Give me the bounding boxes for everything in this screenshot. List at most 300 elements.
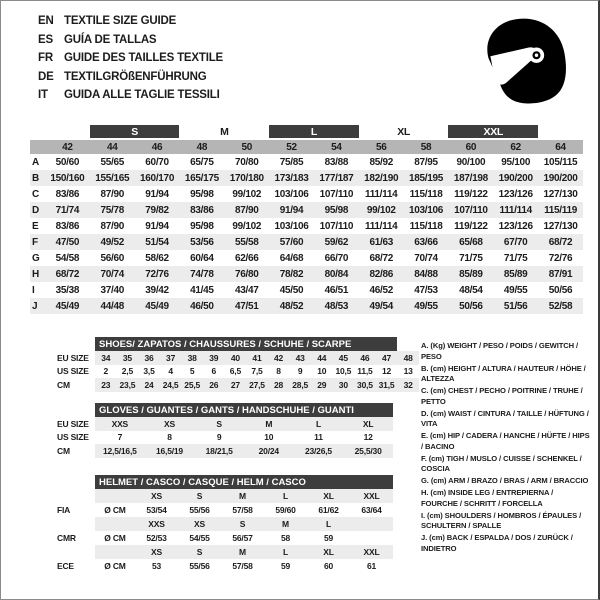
table-cell: 65/75 — [190, 156, 214, 168]
table-cell: 68/72 — [538, 234, 583, 250]
table-cell: 72/76 — [548, 252, 573, 264]
table-cell: XXS — [95, 417, 145, 431]
table-cell: 160/170 — [135, 170, 180, 186]
shoes-table-title: SHOES/ ZAPATOS / CHAUSSURES / SCHUHE / SCARPE — [95, 337, 397, 351]
table-cell: XXL — [350, 489, 393, 503]
table-cell: 185/195 — [404, 170, 449, 186]
table-cell: 65/68 — [448, 234, 493, 250]
table-cell: M — [221, 545, 264, 559]
language-row — [38, 68, 223, 87]
table-cell: 45 — [333, 351, 355, 365]
table-cell: 107/110 — [319, 188, 354, 200]
table-cell: M — [264, 517, 307, 531]
table-cell: 41/45 — [190, 284, 214, 296]
table-cell: 58 — [404, 139, 449, 154]
table-cell: 47/53 — [414, 284, 438, 296]
table-cell: 83/88 — [324, 156, 349, 168]
table-cell: 103/106 — [404, 202, 449, 218]
table-cell: 103/106 — [274, 220, 309, 232]
table-cell: 6 — [211, 366, 217, 377]
table-cell: 44 — [90, 139, 135, 154]
row-label: ECE — [57, 559, 95, 573]
table-cell: 25,5 — [181, 378, 203, 392]
table-cell: 32 — [397, 378, 419, 392]
table-cell: 123/126 — [498, 188, 533, 200]
table-cell: L — [294, 417, 344, 431]
table-cell: 51/56 — [493, 298, 538, 314]
table-row — [57, 531, 393, 545]
table-cell: 45/49 — [45, 298, 90, 314]
table-cell: 50/60 — [55, 156, 80, 168]
table-cell: 9 — [216, 432, 222, 443]
table-cell: 46/51 — [324, 284, 349, 296]
table-cell: XXL — [350, 545, 393, 559]
table-cell: 58/62 — [145, 252, 169, 264]
table-cell: 83/86 — [55, 188, 80, 200]
page-title: TEXTILE SIZE GUIDE — [64, 15, 177, 27]
table-cell: 6,5 — [229, 366, 241, 377]
table-cell: XS — [135, 545, 178, 559]
row-label — [57, 545, 95, 559]
table-row — [30, 218, 583, 234]
row-label: H — [30, 266, 45, 282]
table-row — [57, 503, 393, 517]
table-cell: 66/70 — [324, 252, 349, 264]
table-row — [57, 559, 393, 573]
row-label: C — [32, 188, 39, 200]
racing-helmet-icon — [476, 13, 572, 109]
table-row — [30, 154, 583, 170]
table-cell: 187/198 — [448, 170, 493, 186]
table-cell: 55/56 — [189, 561, 210, 571]
table-cell: 20/24 — [244, 444, 294, 458]
table-cell: 111/114 — [365, 220, 398, 232]
table-cell: 12 — [363, 432, 373, 443]
table-cell: 74/78 — [179, 266, 224, 282]
table-cell: 40 — [225, 351, 247, 365]
table-cell: 99/102 — [232, 220, 262, 232]
table-cell: 28 — [268, 378, 290, 392]
table-cell: 173/183 — [269, 170, 314, 186]
table-cell: 111/114 — [365, 188, 398, 200]
table-cell: 7,5 — [251, 366, 263, 377]
table-cell: 49/52 — [90, 234, 135, 250]
table-cell: 71/75 — [503, 252, 528, 264]
table-cell: 49/55 — [503, 284, 528, 296]
table-cell: 60 — [323, 561, 334, 571]
table-cell: 52/53 — [146, 533, 167, 543]
row-label: F — [30, 234, 45, 250]
row-label — [57, 517, 95, 531]
table-cell: 39/42 — [145, 284, 169, 296]
table-cell: 71/75 — [459, 252, 483, 264]
table-cell: 18/21,5 — [194, 444, 244, 458]
table-cell: 107/110 — [448, 202, 493, 218]
table-cell: 72/76 — [135, 266, 180, 282]
row-label: FIA — [57, 503, 95, 517]
table-cell: 2 — [103, 366, 109, 377]
table-cell: 170/180 — [224, 170, 269, 186]
row-label: EU SIZE — [57, 417, 95, 431]
table-cell: 61/62 — [318, 505, 339, 515]
table-cell: 58 — [280, 533, 291, 543]
table-cell: 75/78 — [90, 202, 135, 218]
size-group-s: S — [90, 125, 180, 139]
table-cell: 59/60 — [275, 505, 296, 515]
row-label: US SIZE — [57, 365, 95, 379]
row-label — [57, 489, 95, 503]
table-row — [57, 365, 419, 379]
table-cell: 119/122 — [454, 188, 488, 200]
table-cell: 53/54 — [146, 505, 167, 515]
row-label — [30, 139, 45, 154]
table-cell: 46/50 — [179, 298, 224, 314]
row-label: CM — [57, 444, 95, 458]
table-cell — [30, 125, 90, 139]
table-cell: 115/119 — [538, 202, 583, 218]
table-cell: 60 — [448, 139, 493, 154]
table-cell: 87/90 — [224, 202, 269, 218]
table-cell: 165/175 — [179, 170, 224, 186]
table-cell: 5 — [189, 366, 195, 377]
table-cell: 83/86 — [179, 202, 224, 218]
table-row — [57, 351, 419, 365]
table-cell: 10 — [317, 366, 327, 377]
table-cell: S — [221, 517, 264, 531]
table-cell: 95/98 — [190, 220, 214, 232]
table-cell: 57/58 — [232, 561, 253, 571]
table-cell: 3,5 — [143, 366, 155, 377]
size-group-l: L — [269, 125, 359, 139]
table-row — [57, 444, 393, 458]
table-cell: 29 — [311, 378, 333, 392]
table-cell: 49/55 — [404, 298, 449, 314]
table-cell: 123/126 — [498, 220, 533, 232]
language-code: FR — [38, 52, 53, 64]
table-cell: 60/64 — [190, 252, 214, 264]
table-cell — [57, 337, 95, 351]
table-cell: 107/110 — [319, 220, 354, 232]
table-cell: 45/50 — [279, 284, 304, 296]
table-cell: 55/65 — [100, 156, 124, 168]
table-cell: 35 — [117, 351, 139, 365]
page-title-de: TEXTILGRÖßENFÜHRUNG — [64, 70, 207, 83]
table-cell: 54/55 — [189, 533, 210, 543]
table-cell: 105/115 — [543, 156, 578, 168]
table-cell: 52 — [269, 139, 314, 154]
table-cell: 47/50 — [45, 234, 90, 250]
table-cell: XS — [178, 517, 221, 531]
table-cell: 48/52 — [269, 298, 314, 314]
helmet-table — [57, 475, 393, 573]
table-cell: 103/106 — [274, 188, 309, 200]
table-cell: 91/94 — [145, 220, 169, 232]
table-cell: 64 — [538, 139, 583, 154]
table-cell: 4 — [168, 366, 173, 377]
table-cell: 177/187 — [314, 170, 359, 186]
table-cell: 43 — [289, 351, 311, 365]
table-cell: 45/49 — [135, 298, 180, 314]
row-label: E — [32, 220, 39, 232]
legend-item: A. (Kg) WEIGHT / PESO / POIDS / GEWITCH / PESO — [421, 341, 579, 361]
table-cell: 87/91 — [538, 266, 583, 282]
table-cell: 10,5 — [335, 366, 352, 377]
table-cell — [538, 125, 583, 139]
table-cell: 85/89 — [448, 266, 493, 282]
table-cell: 68/72 — [45, 266, 90, 282]
table-cell: 84/88 — [404, 266, 449, 282]
table-cell: 111/114 — [493, 202, 538, 218]
table-cell: 28,5 — [289, 378, 311, 392]
table-cell: XL — [343, 417, 393, 431]
table-cell: 13 — [403, 366, 413, 377]
table-cell: 11,5 — [357, 366, 373, 377]
table-cell: 87/90 — [100, 188, 124, 200]
table-cell: 64/68 — [279, 252, 304, 264]
table-cell: 82/86 — [359, 266, 404, 282]
language-code: DE — [38, 70, 54, 83]
table-cell: 16,5/19 — [145, 444, 195, 458]
shoes-table — [57, 337, 419, 392]
table-cell: 119/122 — [454, 220, 488, 232]
table-cell: XL — [307, 545, 350, 559]
gloves-table-title: GLOVES / GUANTES / GANTS / HANDSCHUHE / GUANTI — [95, 403, 393, 417]
table-cell: 46 — [354, 351, 376, 365]
helmet-table-title: HELMET / CASCO / CASQUE / HELM / CASCO — [95, 475, 393, 489]
row-label: US SIZE — [57, 431, 95, 445]
table-cell: 70/74 — [90, 266, 135, 282]
table-row — [30, 186, 583, 202]
table-cell: 95/98 — [190, 188, 214, 200]
table-cell: 95/98 — [314, 202, 359, 218]
table-cell: 8 — [167, 432, 172, 443]
size-group-xl: XL — [359, 125, 449, 139]
table-cell: 27,5 — [246, 378, 268, 392]
table-cell: L — [264, 489, 307, 503]
table-cell: 56/60 — [100, 252, 124, 264]
table-cell: 51/54 — [135, 234, 180, 250]
table-cell: 11 — [314, 432, 323, 443]
table-cell: 50/56 — [448, 298, 493, 314]
table-cell: 53 — [151, 561, 162, 571]
legend-item: J. (cm) BACK / ESPALDA / DOS / ZURÜCK / INDIETRO — [421, 533, 573, 553]
table-cell: 150/160 — [45, 170, 90, 186]
legend-item: G. (cm) ARM / BRAZO / BRAS / ARM / BRACCIO — [421, 476, 589, 485]
table-cell: 36 — [138, 351, 160, 365]
table-cell: S — [178, 545, 221, 559]
table-cell: 63/64 — [361, 505, 382, 515]
table-cell: 115/118 — [409, 220, 443, 232]
table-cell: 61/63 — [359, 234, 404, 250]
table-cell: 57/60 — [269, 234, 314, 250]
table-cell: 48/54 — [459, 284, 483, 296]
legend-item: H. (cm) INSIDE LEG / ENTREPIERNA / FOURCHE / SCHRITT / FORCELLA — [421, 488, 554, 508]
table-row — [30, 170, 583, 186]
table-row — [30, 250, 583, 266]
table-cell: 115/118 — [409, 188, 443, 200]
table-cell: 39 — [203, 351, 225, 365]
table-cell: 47/51 — [224, 298, 269, 314]
table-row — [30, 234, 583, 250]
row-label: CMR — [57, 531, 95, 545]
language-title-block — [38, 12, 223, 105]
table-cell: 34 — [95, 351, 117, 365]
table-cell: 90/100 — [456, 156, 486, 168]
legend-item: D. (cm) WAIST / CINTURA / TAILLE / HÜFTUNG / VITA — [421, 408, 589, 428]
table-cell: 78/82 — [269, 266, 314, 282]
shoes-header-row — [57, 337, 419, 351]
table-row — [30, 202, 583, 218]
table-cell — [397, 337, 419, 351]
table-cell: 62 — [493, 139, 538, 154]
row-label: G — [32, 252, 40, 264]
table-cell: 31,5 — [376, 378, 398, 392]
table-cell: 2,5 — [121, 366, 133, 377]
table-cell: 59/62 — [314, 234, 359, 250]
table-cell: 127/130 — [543, 188, 578, 200]
table-cell: 47 — [376, 351, 398, 365]
table-cell: 76/80 — [224, 266, 269, 282]
table-row — [57, 431, 393, 445]
table-cell: Ø CM — [104, 561, 126, 571]
table-cell: 23/26,5 — [294, 444, 344, 458]
language-row — [38, 49, 223, 68]
table-cell: 62/66 — [234, 252, 259, 264]
language-code: IT — [38, 89, 48, 101]
table-cell: 24 — [138, 378, 160, 392]
table-cell: 99/102 — [359, 202, 404, 218]
table-row — [30, 282, 583, 298]
table-cell — [350, 517, 393, 531]
table-cell: 50 — [224, 139, 269, 154]
table-cell: 63/66 — [404, 234, 449, 250]
table-cell: 35/38 — [55, 284, 80, 296]
table-cell: 41 — [246, 351, 268, 365]
table-cell: 23,5 — [117, 378, 139, 392]
table-row — [30, 266, 583, 282]
table-row — [57, 417, 393, 431]
table-cell: 70/74 — [414, 252, 438, 264]
table-cell: 61 — [366, 561, 377, 571]
table-cell — [57, 403, 95, 417]
table-cell: 59 — [280, 561, 291, 571]
size-group-row — [30, 125, 583, 139]
gloves-table — [57, 403, 393, 458]
table-cell: 55/56 — [189, 505, 210, 515]
table-cell: 37/40 — [100, 284, 124, 296]
table-cell: 190/200 — [493, 170, 538, 186]
table-cell: 53/56 — [179, 234, 224, 250]
row-label: D — [30, 202, 45, 218]
table-cell — [95, 489, 135, 503]
table-cell: 54/58 — [55, 252, 80, 264]
table-cell: XXS — [135, 517, 178, 531]
table-cell: 55/58 — [224, 234, 269, 250]
table-cell — [350, 531, 393, 545]
table-cell: 46/52 — [369, 284, 393, 296]
legend-item: I. (cm) SHOULDERS / HOMBROS / ÉPAULES / SCHULTERN / SPALLE — [421, 510, 582, 530]
row-label: CM — [57, 378, 95, 392]
table-cell: 25,5/30 — [343, 444, 393, 458]
table-cell: 24,5 — [160, 378, 182, 392]
table-cell: 46 — [135, 139, 180, 154]
table-cell: Ø CM — [104, 533, 126, 543]
table-cell: 30,5 — [354, 378, 376, 392]
table-cell: 83/86 — [55, 220, 80, 232]
language-row — [38, 12, 223, 31]
table-cell: 79/82 — [135, 202, 180, 218]
table-cell: 127/130 — [543, 220, 578, 232]
table-cell: 80/84 — [314, 266, 359, 282]
helmet-header-row — [57, 475, 393, 489]
table-cell: 190/200 — [538, 170, 583, 186]
table-cell — [57, 475, 95, 489]
table-cell: 57/58 — [232, 505, 253, 515]
table-cell: 27 — [225, 378, 247, 392]
table-cell: 87/95 — [414, 156, 438, 168]
table-row — [57, 545, 393, 559]
table-cell: 67/70 — [493, 234, 538, 250]
row-label: A — [32, 156, 39, 168]
table-cell: 9 — [297, 366, 303, 377]
legend-item: C. (cm) CHEST / PECHO / POITRINE / TRUHE / PETTO — [421, 386, 583, 406]
table-cell: 91/94 — [269, 202, 314, 218]
table-cell: 99/102 — [232, 188, 262, 200]
legend-item: E. (cm) HIP / CADERA / HANCHE / HÜFTE / HIPS / BACINO — [421, 431, 590, 451]
table-cell: L — [307, 517, 350, 531]
row-label: EU SIZE — [57, 351, 95, 365]
main-size-table — [30, 125, 583, 314]
language-row — [38, 31, 223, 50]
table-cell: 75/85 — [279, 156, 304, 168]
table-cell: 10 — [264, 432, 274, 443]
row-label: B — [30, 170, 45, 186]
table-cell: M — [244, 417, 294, 431]
table-cell: 38 — [181, 351, 203, 365]
size-number-row — [30, 139, 583, 154]
table-cell: 48 — [179, 139, 224, 154]
table-cell: 95/100 — [501, 156, 531, 168]
table-row — [57, 517, 393, 531]
table-cell: 155/165 — [90, 170, 135, 186]
page-title-es: GUÍA DE TALLAS — [64, 33, 157, 46]
table-cell: 56 — [359, 139, 404, 154]
table-cell: 60/70 — [145, 156, 169, 168]
legend-item: B. (cm) HEIGHT / ALTURA / HAUTEUR / HÖHE / ALTEZZA — [421, 363, 586, 383]
table-cell: XS — [135, 489, 178, 503]
gloves-header-row — [57, 403, 393, 417]
size-group-xxl: XXL — [448, 125, 538, 139]
table-cell: 48 — [397, 351, 419, 365]
measurement-legend — [421, 341, 591, 556]
table-cell: 71/74 — [45, 202, 90, 218]
page-title-fr: GUIDE DES TAILLES TEXTILE — [64, 52, 223, 64]
table-cell: 91/94 — [145, 188, 169, 200]
table-cell: 182/190 — [359, 170, 404, 186]
table-cell: 7 — [117, 432, 123, 443]
table-cell: S — [178, 489, 221, 503]
table-cell: 87/90 — [100, 220, 124, 232]
legend-item: F. (cm) TIGH / MUSLO / CUISSE / SCHENKEL / COSCIA — [421, 453, 582, 473]
table-cell: 44 — [311, 351, 333, 365]
table-cell: 50/56 — [548, 284, 573, 296]
table-cell: 52/58 — [538, 298, 583, 314]
language-row — [38, 86, 223, 105]
table-cell: 85/92 — [369, 156, 393, 168]
table-cell: 44/48 — [90, 298, 135, 314]
table-cell: XL — [307, 489, 350, 503]
row-label: J — [30, 298, 45, 314]
